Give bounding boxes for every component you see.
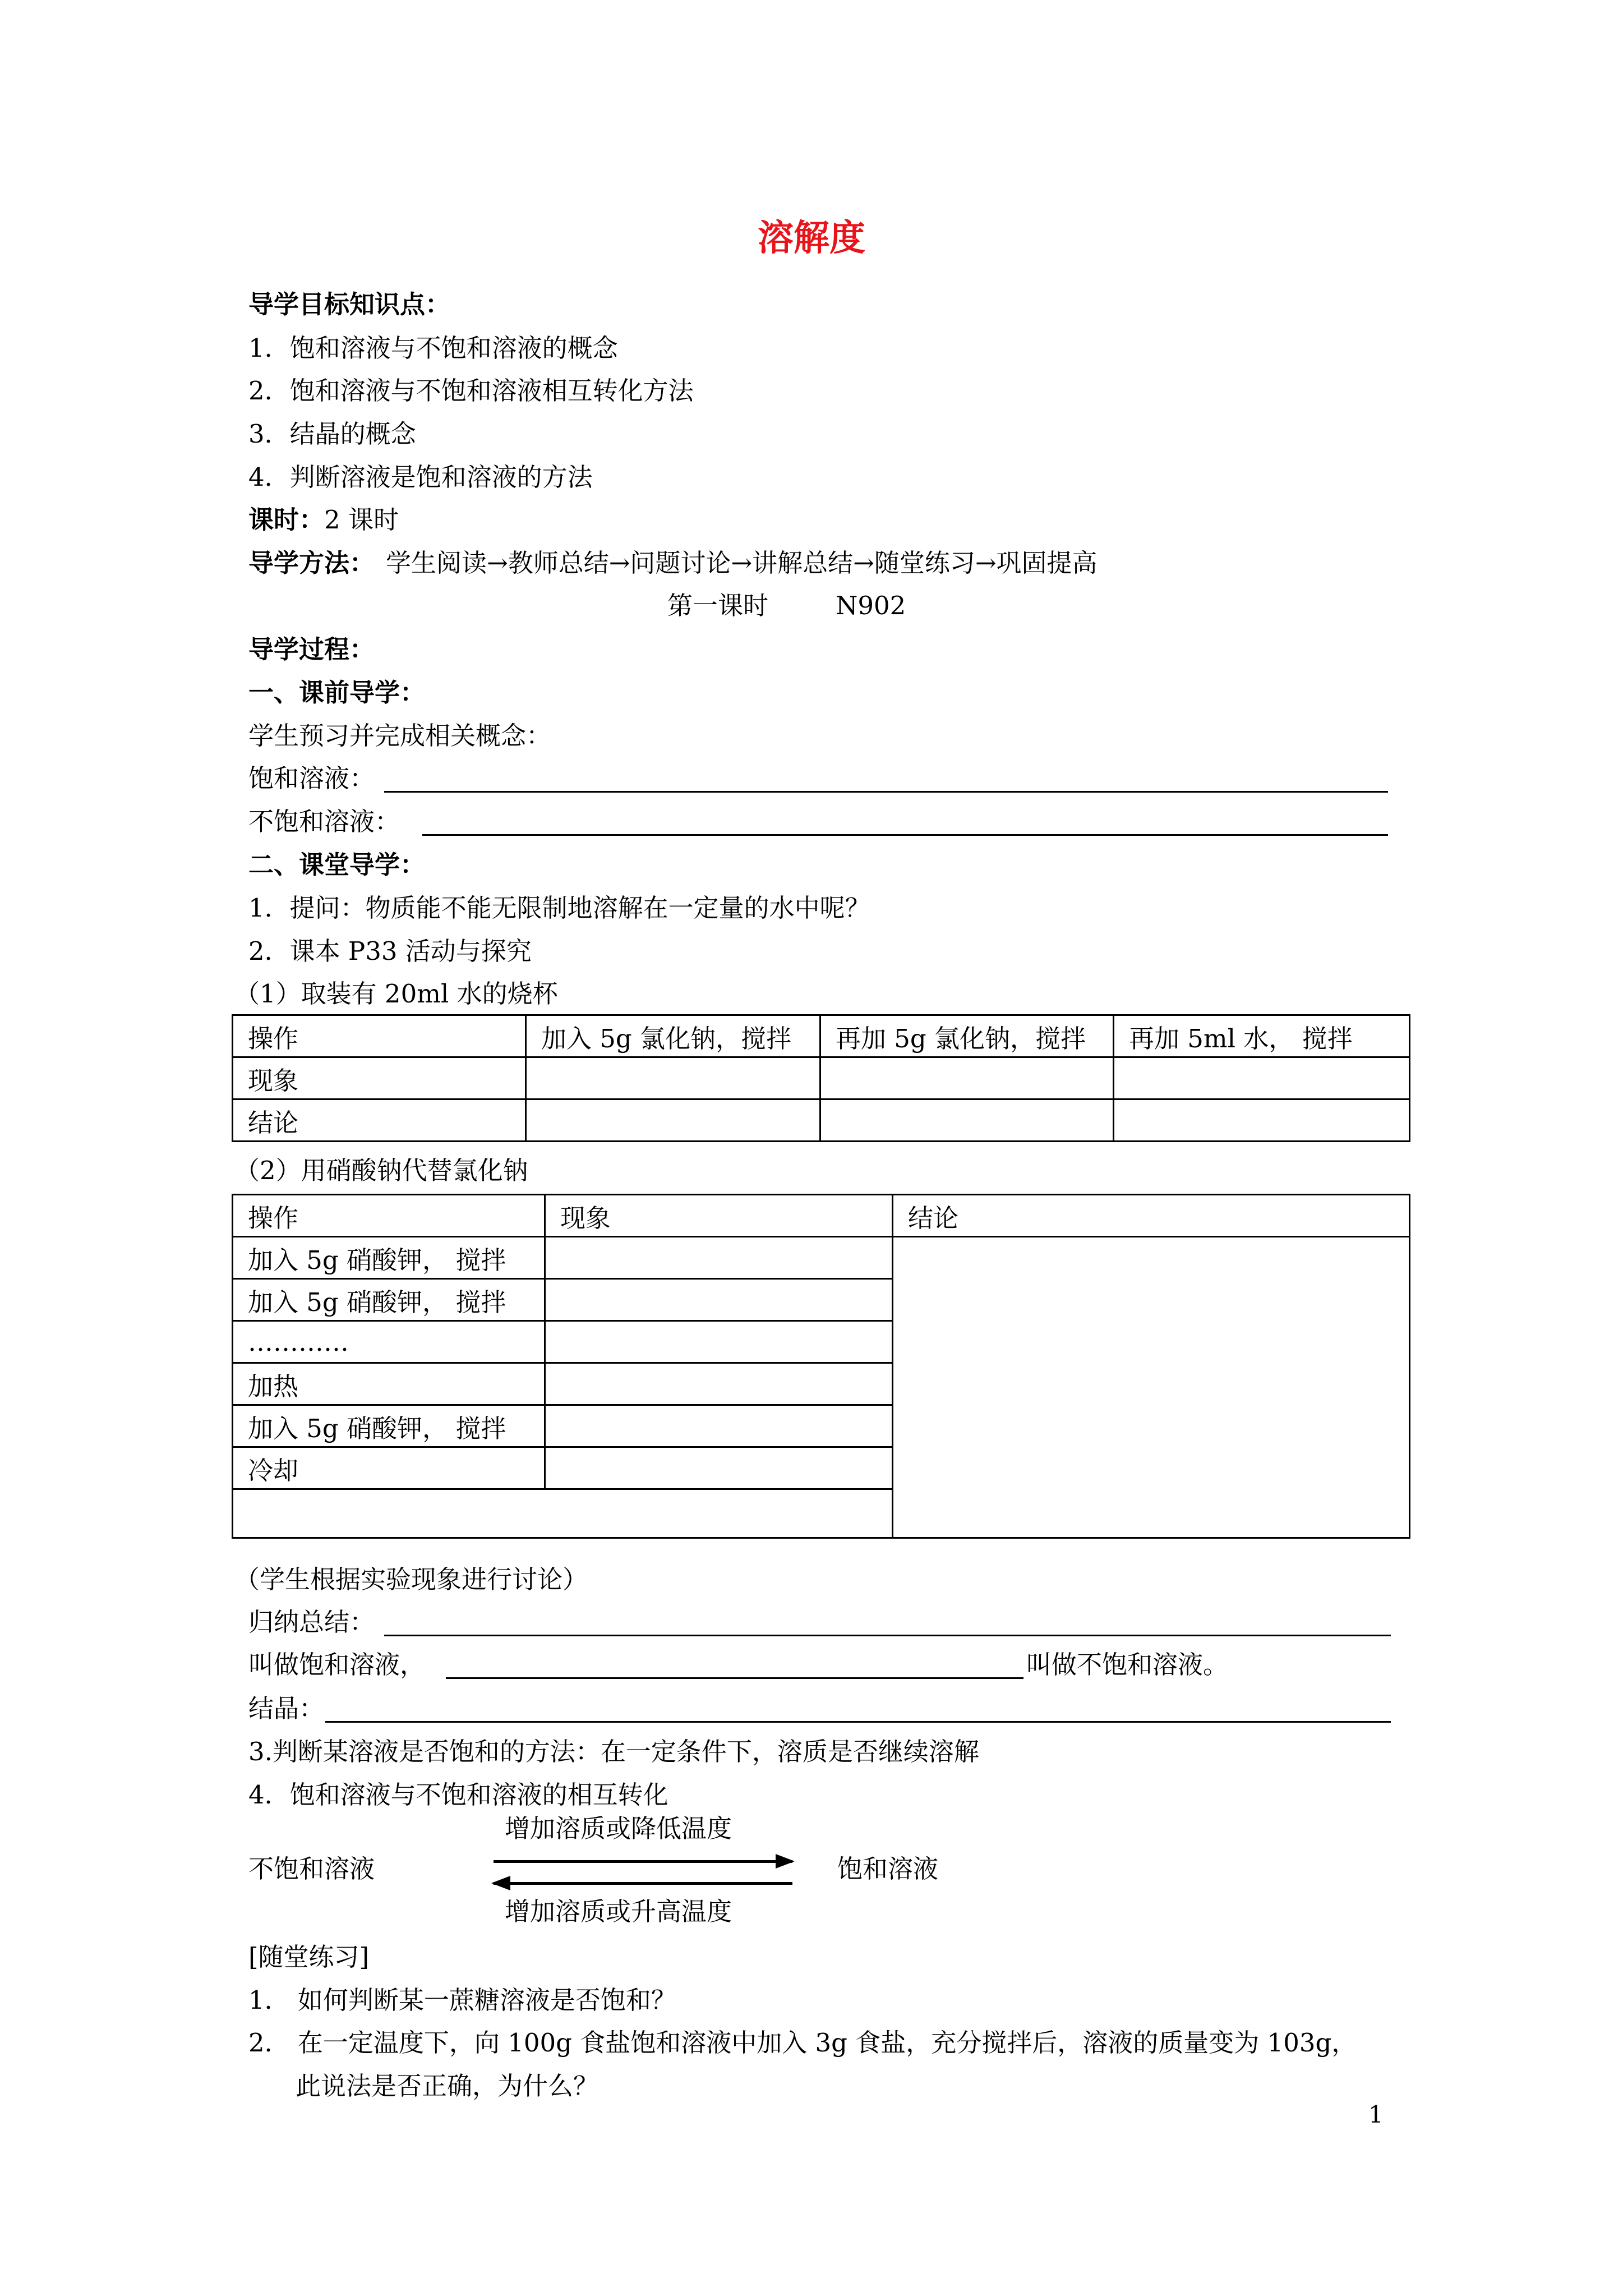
conversion-bottom-label: 增加溶质或升高温度 (505, 1897, 732, 1926)
objectives-heading: 导学目标知识点： (248, 289, 451, 319)
practice-question-2: 2． 在一定温度下，向 100g 食盐饱和溶液中加入 3g 食盐，充分搅拌后，溶液的质量变为 103g， (248, 2028, 1357, 2058)
unsaturated-blank (422, 834, 1388, 836)
table-cell: 加入 5g 硝酸钾， 搅拌 (233, 1279, 545, 1321)
hours-line (248, 503, 399, 537)
page-number: 1 (1368, 2101, 1384, 2128)
table-cell (545, 1363, 893, 1405)
crystal-label: 结晶： (248, 1694, 325, 1723)
conversion-left: 不饱和溶液 (248, 1854, 375, 1884)
conversion-top-label: 增加溶质或降低温度 (505, 1814, 732, 1843)
table-cell: 加热 (233, 1363, 545, 1405)
saturated-label: 饱和溶液： (248, 763, 375, 793)
lesson-line (667, 589, 906, 623)
table-cell (545, 1279, 893, 1321)
hours-value: 2 课时 (324, 505, 399, 535)
table-cell (545, 1447, 893, 1489)
step-2: （2）用硝酸钠代替氯化钠 (234, 1156, 528, 1185)
unsaturated-blank-inline (446, 1677, 1023, 1679)
table-cell: ………… (233, 1321, 545, 1363)
right-arrow-icon (494, 1860, 792, 1863)
question-3: 3.判断某溶液是否饱和的方法：在一定条件下，溶质是否继续溶解 (248, 1737, 979, 1766)
table-cell (820, 1057, 1114, 1099)
practice-heading: [随堂练习] (248, 1942, 370, 1972)
table-cell (526, 1057, 820, 1099)
conclusion-cell (893, 1237, 1410, 1538)
table-cell (1114, 1057, 1410, 1099)
method-label: 导学方法： (248, 548, 375, 578)
left-arrow-icon (494, 1882, 792, 1885)
lesson-label: 第一课时 (667, 591, 769, 620)
table-header: 现象 (545, 1195, 893, 1237)
pre-intro: 学生预习并完成相关概念： (248, 721, 552, 751)
practice-question-1: 1． 如何判断某一蔗糖溶液是否饱和？ (248, 1985, 676, 2015)
table-header: 操作 (233, 1195, 545, 1237)
classroom-heading: 二、课堂导学： (248, 850, 426, 880)
objective-item: 4．判断溶液是饱和溶液的方法 (248, 462, 593, 492)
discussion-note: （学生根据实验现象进行讨论） (234, 1565, 588, 1594)
table-cell (233, 1489, 893, 1538)
table-header-row (233, 1195, 1410, 1237)
page-title: 溶解度 (758, 217, 865, 259)
table-cell (820, 1099, 1114, 1142)
process-heading: 导学过程： (248, 634, 375, 664)
question-2: 2．课本 P33 活动与探究 (248, 936, 532, 966)
table-cell (526, 1099, 820, 1142)
table-row (233, 1057, 1410, 1099)
table-cell: 再加 5g 氯化钠，搅拌 (820, 1015, 1114, 1057)
hours-label: 课时： (248, 505, 325, 535)
unsaturated-definition: 叫做不饱和溶液。 (1026, 1650, 1229, 1680)
experiment-table-2 (232, 1194, 1410, 1539)
table-cell: 加入 5g 氯化钠，搅拌 (526, 1015, 820, 1057)
objective-item: 1．饱和溶液与不饱和溶液的概念 (248, 333, 618, 363)
table-cell: 加入 5g 硝酸钾， 搅拌 (233, 1237, 545, 1279)
step-1: （1）取装有 20ml 水的烧杯 (234, 979, 558, 1009)
table-cell: 现象 (233, 1057, 526, 1099)
objective-item: 3．结晶的概念 (248, 419, 416, 449)
pre-heading: 一、课前导学： (248, 678, 426, 707)
table-row (233, 1099, 1410, 1142)
table-cell (545, 1237, 893, 1279)
table-row (233, 1237, 1410, 1279)
crystal-blank (325, 1721, 1391, 1723)
conversion-right: 饱和溶液 (837, 1854, 939, 1884)
table-cell: 结论 (233, 1099, 526, 1142)
method-line (248, 546, 1098, 580)
summary-label: 归纳总结： (248, 1607, 375, 1637)
summary-blank (384, 1635, 1391, 1636)
question-1: 1．提问：物质能不能无限制地溶解在一定量的水中呢？ (248, 893, 870, 923)
table-cell (1114, 1099, 1410, 1142)
table-cell: 再加 5ml 水， 搅拌 (1114, 1015, 1410, 1057)
table-row (233, 1015, 1410, 1057)
lesson-code: N902 (836, 591, 906, 620)
saturated-definition: 叫做饱和溶液， (248, 1650, 426, 1680)
table-header: 结论 (893, 1195, 1410, 1237)
table-cell (545, 1405, 893, 1447)
table-cell: 操作 (233, 1015, 526, 1057)
question-4: 4．饱和溶液与不饱和溶液的相互转化 (248, 1780, 668, 1810)
table-cell: 冷却 (233, 1447, 545, 1489)
table-cell: 加入 5g 硝酸钾， 搅拌 (233, 1405, 545, 1447)
experiment-table-1 (232, 1014, 1410, 1142)
table-cell (545, 1321, 893, 1363)
objective-item: 2．饱和溶液与不饱和溶液相互转化方法 (248, 376, 694, 406)
saturated-blank (384, 791, 1388, 793)
method-value: 学生阅读→教师总结→问题讨论→讲解总结→随堂练习→巩固提高 (386, 548, 1098, 578)
unsaturated-label: 不饱和溶液： (248, 807, 400, 836)
practice-question-2-cont: 此说法是否正确，为什么？ (296, 2071, 599, 2101)
